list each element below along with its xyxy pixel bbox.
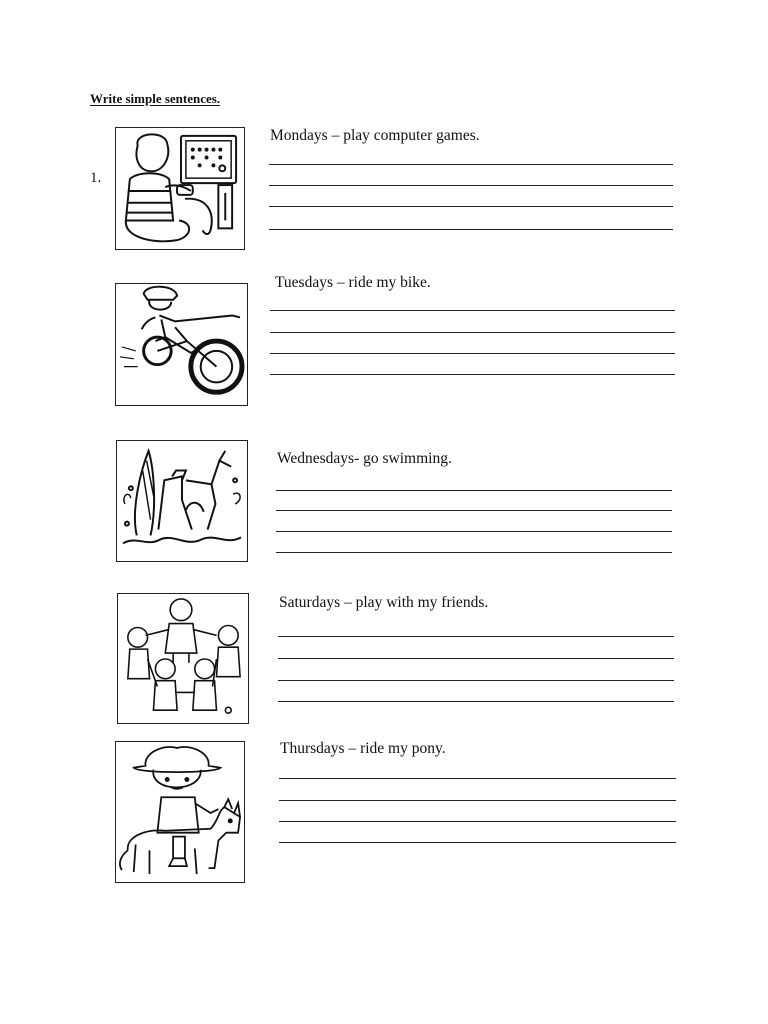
answer-line[interactable] (278, 701, 674, 702)
worksheet-heading: Write simple sentences. (90, 91, 221, 106)
answer-line[interactable] (269, 164, 673, 165)
item-number: 1. (90, 170, 102, 186)
answer-line[interactable] (276, 552, 672, 553)
answer-line[interactable] (276, 510, 672, 511)
answer-line[interactable] (279, 778, 676, 779)
swimmer-splash-icon (116, 440, 248, 562)
prompt-text: Tuesdays – ride my bike. (275, 274, 431, 291)
answer-line[interactable] (270, 332, 675, 333)
child-computer-games-icon (115, 127, 245, 250)
answer-line[interactable] (279, 842, 676, 843)
answer-line[interactable] (279, 821, 676, 822)
answer-line[interactable] (278, 658, 674, 659)
answer-line[interactable] (270, 310, 675, 311)
children-circle-icon (117, 593, 249, 724)
answer-line[interactable] (276, 531, 672, 532)
answer-line[interactable] (269, 229, 673, 230)
answer-line[interactable] (269, 206, 673, 207)
answer-line[interactable] (278, 636, 674, 637)
answer-line[interactable] (276, 490, 672, 491)
answer-line[interactable] (278, 680, 674, 681)
answer-line[interactable] (279, 800, 676, 801)
answer-line[interactable] (269, 185, 673, 186)
prompt-text: Thursdays – ride my pony. (280, 740, 446, 757)
prompt-text: Mondays – play computer games. (270, 127, 480, 144)
child-riding-bike-icon (115, 283, 248, 406)
prompt-text: Wednesdays- go swimming. (277, 450, 452, 467)
cowboy-pony-icon (115, 741, 245, 883)
answer-line[interactable] (270, 353, 675, 354)
prompt-text: Saturdays – play with my friends. (279, 594, 489, 611)
answer-line[interactable] (270, 374, 675, 375)
